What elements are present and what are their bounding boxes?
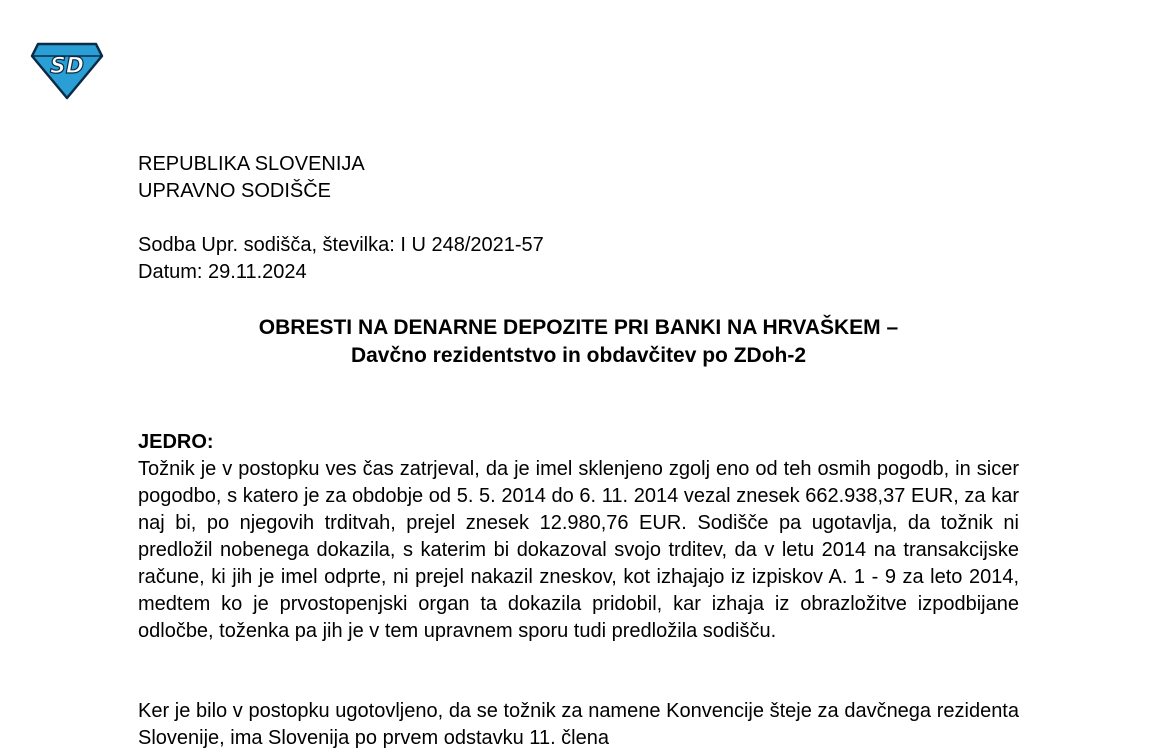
title-line-1: OBRESTI NA DENARNE DEPOZITE PRI BANKI NA HRVAŠKEM –: [258, 316, 899, 339]
case-number: Sodba Upr. sodišča, številka: I U 248/2021-57: [138, 234, 544, 256]
jedro-paragraph-1: Tožnik je v postopku ves čas zatrjeval, da je imel sklenjeno zgolj eno od teh osmih pogodb, in sicer pogodbo, s katero je za obdobje od 5. 5. 2014 do 6. 11. 2014 vezal znesek 662.938,37 EUR, za kar naj bi, po njegovih trditvah, prejel znesek 12.980,76 EUR. Sodišče pa ugotavlja, da tožnik ni predložil nobenega dokazila, s katerim bi dokazoval svojo trditev, da v letu 2014 na transakcijske račune, ki jih je imel odprte, ni prejel nakazil zneskov, kot izhajajo iz izpiskov A. 1 - 9 za leto 2014, medtem ko je prvostopenjski organ ta dokazila pridobil, kar izhaja iz obrazložitve izpodbijane odločbe, toženka pa jih je v tem upravnem sporu tudi predložila sodišču.: [138, 458, 1019, 642]
jedro-paragraph-2: Ker je bilo v postopku ugotovljeno, da se tožnik za namene Konvencije šteje za davčnega rezidenta Slovenije, ima Slovenija po prvem odstavku 11. člena: [138, 700, 1019, 749]
jedro-heading: JEDRO:: [138, 431, 214, 453]
document-title: [138, 314, 1019, 370]
case-date: Datum: 29.11.2024: [138, 261, 307, 283]
court-name: UPRAVNO SODIŠČE: [138, 180, 331, 202]
svg-text:SD: SD: [49, 54, 85, 79]
court-header: [138, 151, 365, 205]
country-name: REPUBLIKA SLOVENIJA: [138, 153, 365, 175]
case-info: [138, 232, 544, 286]
title-line-2: Davčno rezidentstvo in obdavčitev po ZDoh-2: [350, 344, 807, 367]
court-logo-icon: [30, 40, 104, 100]
